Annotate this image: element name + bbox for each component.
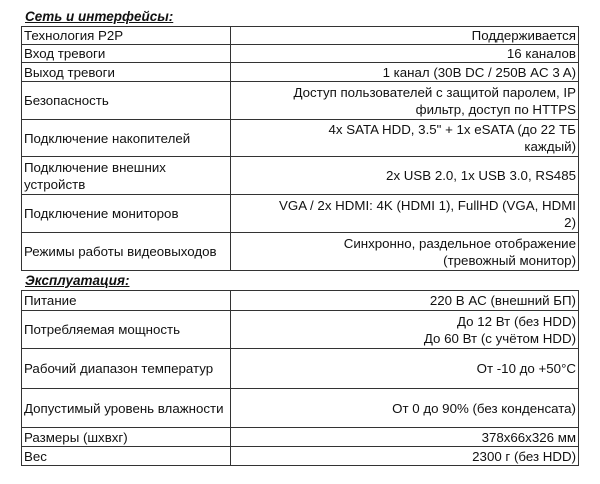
table-row bbox=[22, 63, 579, 82]
spec-label: Потребляемая мощность bbox=[22, 311, 231, 349]
section-title-operation: Эксплуатация: bbox=[25, 273, 130, 288]
spec-label: Допустимый уровень влажности bbox=[22, 389, 231, 428]
table-row bbox=[22, 233, 579, 271]
table-row bbox=[22, 428, 579, 447]
spec-value: 1 канал (30В DC / 250В AC 3 A) bbox=[231, 63, 579, 82]
spec-value: 2300 г (без HDD) bbox=[231, 447, 579, 466]
table-row bbox=[22, 311, 579, 349]
spec-label: Питание bbox=[22, 291, 231, 311]
spec-table-operation bbox=[21, 290, 579, 466]
spec-label: Технология P2P bbox=[22, 27, 231, 45]
table-row bbox=[22, 195, 579, 233]
spec-label: Размеры (шхвхг) bbox=[22, 428, 231, 447]
spec-label: Вход тревоги bbox=[22, 45, 231, 63]
spec-label: Рабочий диапазон температур bbox=[22, 349, 231, 389]
table-row bbox=[22, 157, 579, 195]
spec-table-network bbox=[21, 26, 579, 271]
spec-value: 378x66x326 мм bbox=[231, 428, 579, 447]
spec-label: Безопасность bbox=[22, 82, 231, 120]
spec-value: Поддерживается bbox=[231, 27, 579, 45]
spec-value: 2x USB 2.0, 1x USB 3.0, RS485 bbox=[231, 157, 579, 195]
spec-label: Выход тревоги bbox=[22, 63, 231, 82]
spec-value: Доступ пользователей с защитой паролем, IP фильтр, доступ по HTTPS bbox=[231, 82, 579, 120]
spec-value: 220 В AC (внешний БП) bbox=[231, 291, 579, 311]
spec-value: От -10 до +50°С bbox=[231, 349, 579, 389]
table-row bbox=[22, 82, 579, 120]
table-row bbox=[22, 389, 579, 428]
spec-label: Подключение накопителей bbox=[22, 120, 231, 157]
spec-value: 16 каналов bbox=[231, 45, 579, 63]
table-row bbox=[22, 27, 579, 45]
table-row bbox=[22, 45, 579, 63]
table-row bbox=[22, 120, 579, 157]
spec-label: Подключение мониторов bbox=[22, 195, 231, 233]
spec-value: 4x SATA HDD, 3.5" + 1x eSATA (до 22 ТБ каждый) bbox=[231, 120, 579, 157]
section-title-network: Сеть и интерфейсы: bbox=[25, 9, 174, 24]
spec-value: От 0 до 90% (без конденсата) bbox=[231, 389, 579, 428]
spec-label: Подключение внешних устройств bbox=[22, 157, 231, 195]
spec-value: Синхронно, раздельное отображение (тревожный монитор) bbox=[231, 233, 579, 271]
spec-label: Вес bbox=[22, 447, 231, 466]
table-row bbox=[22, 291, 579, 311]
spec-value: До 12 Вт (без HDD) До 60 Вт (с учётом HDD) bbox=[231, 311, 579, 349]
table-row bbox=[22, 447, 579, 466]
spec-label: Режимы работы видеовыходов bbox=[22, 233, 231, 271]
spec-value: VGA / 2x HDMI: 4K (HDMI 1), FullHD (VGA, HDMI 2) bbox=[231, 195, 579, 233]
table-row bbox=[22, 349, 579, 389]
